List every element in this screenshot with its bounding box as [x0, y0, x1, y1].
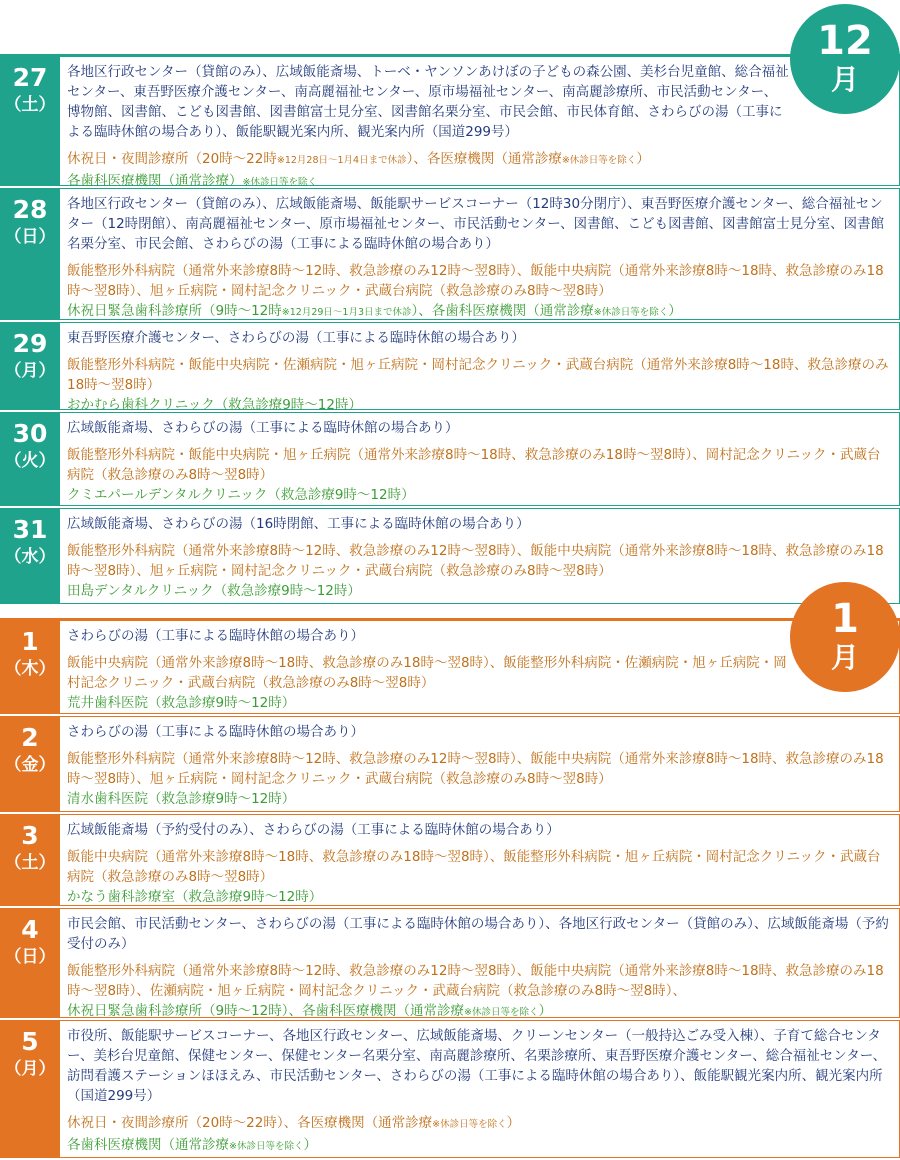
- day-number: 2: [21, 723, 39, 752]
- month-number: 1: [831, 596, 859, 642]
- date-cell: [0, 322, 60, 410]
- hospital-info: 飯能中央病院（通常外来診療8時～18時、救急診療のみ18時～翌8時）、飯能整形外科病院・佐瀬病院・旭ヶ丘病院・岡村記念クリニック・武蔵台病院（救急診療のみ8時～翌8時）: [67, 655, 787, 691]
- dental-info: かなう歯科診療室（救急診療9時～12時）: [67, 889, 323, 905]
- day-number: 3: [21, 821, 39, 850]
- date-cell: [0, 412, 60, 506]
- hospital-info: 休祝日・夜間診療所（20時～22時※12月28日～1月4日まで休診）、各医療機関（通常診療※休診日等を除く）: [67, 151, 650, 167]
- entry-content: [60, 412, 900, 506]
- dental-note: ※休診日等を除く: [229, 1141, 304, 1152]
- schedule-row-27: [0, 56, 900, 189]
- hospital-note-2: ※休診日等を除く: [561, 155, 637, 166]
- closed-facilities: さわらびの湯（工事による臨時休館の場合あり）: [67, 724, 364, 740]
- date-cell: [0, 1020, 60, 1158]
- schedule-row-4: [0, 908, 900, 1018]
- closed-facilities: 東吾野医療介護センター、さわらびの湯（工事による臨時休館の場合あり）: [67, 330, 525, 346]
- entry-content: [60, 1020, 900, 1158]
- dental-info: 荒井歯科医院（救急診療9時～12時）: [67, 695, 296, 711]
- dental-info: 各歯科医療機関（通常診療）※休診日等を除く: [67, 173, 317, 189]
- schedule-row-2: [0, 716, 900, 812]
- schedule-row-5: [0, 1020, 900, 1158]
- day-number: 31: [12, 515, 48, 544]
- entry-content: [60, 56, 900, 189]
- closed-facilities: 各地区行政センター（貸館のみ）、広域飯能斎場、トーベ・ヤンソンあけぼの子どもの森公園、美杉台児童館、総合福祉センター、東吾野医療介護センター、南高麗福祉センター、原市場福祉センター、南高麗診療所、市民活動センター、博物館、図書館、こども図書館、図書館富士見分室、図書館名栗分室、市民会館、市民体育館、さわらびの湯（工事による臨時休館の場合あり）、飯能駅観光案内所、観光案内所（国道299号）: [67, 64, 789, 140]
- hospital-info: 休祝日・夜間診療所（20時～22時）、各医療機関（通常診療※休診日等を除く）: [67, 1115, 521, 1131]
- entry-content: [60, 716, 900, 812]
- weekday: （日）: [4, 947, 56, 967]
- hospital-info: 飯能整形外科病院（通常外来診療8時～12時、救急診療のみ12時～翌8時）、飯能中央病院（通常外来診療8時～18時、救急診療のみ18時～翌8時）、旭ヶ丘病院・岡村記念クリニック・武蔵台病院（救急診療のみ8時～翌8時）: [67, 263, 884, 299]
- weekday: （土）: [4, 853, 56, 873]
- dental-note-2: ※休診日等を除く: [593, 307, 669, 318]
- weekday: （土）: [4, 95, 56, 115]
- schedule-row-29: [0, 322, 900, 413]
- hospital-info: 飯能整形外科病院（通常外来診療8時～12時、救急診療のみ12時～翌8時）、飯能中央病院（通常外来診療8時～18時、救急診療のみ18時～翌8時）、佐瀬病院・旭ヶ丘病院・岡村記念クリニック・武蔵台病院（救急診療のみ8時～翌8時）、: [67, 963, 884, 999]
- hospital-info: 飯能整形外科病院（通常外来診療8時～12時、救急診療のみ12時～翌8時）、飯能中央病院（通常外来診療8時～18時、救急診療のみ18時～翌8時）、旭ヶ丘病院・岡村記念クリニック・武蔵台病院（救急診療のみ8時～翌8時）: [67, 543, 884, 579]
- dental-note: ※休診日等を除く: [464, 1007, 539, 1018]
- entry-content: [60, 908, 900, 1018]
- date-cell: [0, 814, 60, 906]
- hospital-info: 飯能中央病院（通常外来診療8時～18時、救急診療のみ18時～翌8時）、飯能整形外科病院・旭ヶ丘病院・岡村記念クリニック・武蔵台病院（救急診療のみ8時～翌8時）: [67, 849, 881, 885]
- schedule-row-28: [0, 188, 900, 320]
- closed-facilities: 市役所、飯能駅サービスコーナー、各地区行政センター、広域飯能斎場、クリーンセンター（一般持込ごみ受入棟）、子育て総合センター、美杉台児童館、保健センター、保健センター名栗分室、南高麗診療所、名栗診療所、東吾野医療介護センター、総合福祉センター、訪問看護ステーションほほえみ、市民活動センター、さわらびの湯（工事による臨時休館の場合あり）、飯能駅観光案内所、観光案内所（国道299号）: [67, 1028, 887, 1104]
- schedule-row-1: [0, 620, 900, 714]
- month-unit: 月: [830, 641, 859, 674]
- hospital-note: ※12月28日～1月4日まで休診: [276, 155, 407, 166]
- weekday: （火）: [4, 451, 56, 471]
- closed-facilities: 広域飯能斎場、さわらびの湯（16時閉館、工事による臨時休館の場合あり）: [67, 516, 530, 532]
- closed-facilities: 市民会館、市民活動センター、さわらびの湯（工事による臨時休館の場合あり）、各地区行政センター（貸館のみ）、広域飯能斎場（予約受付のみ）: [67, 916, 889, 952]
- entry-content: [60, 508, 900, 604]
- entry-content: [60, 322, 900, 413]
- day-number: 30: [12, 419, 48, 448]
- dental-info: 休祝日緊急歯科診療所（9時～12時）、各歯科医療機関（通常診療※休診日等を除く）: [67, 1003, 552, 1019]
- weekday: （金）: [4, 755, 56, 775]
- entry-content: [60, 620, 900, 714]
- hospital-info: 飯能整形外科病院・飯能中央病院・旭ヶ丘病院（通常外来診療8時～18時、救急診療のみ18時～翌8時）、岡村記念クリニック・武蔵台病院（救急診療のみ8時～翌8時）: [67, 447, 881, 483]
- dental-info: 休祝日緊急歯科診療所（9時～12時※12月29日～1月3日まで休診）、各歯科医療機関（通常診療※休診日等を除く）: [67, 303, 682, 319]
- date-cell: [0, 620, 60, 714]
- hospital-note: ※休診日等を除く: [432, 1119, 507, 1130]
- entry-content: [60, 188, 900, 320]
- weekday: （水）: [4, 547, 56, 567]
- closed-facilities: さわらびの湯（工事による臨時休館の場合あり）: [67, 628, 364, 644]
- weekday: （木）: [4, 659, 56, 679]
- day-number: 5: [21, 1027, 39, 1056]
- schedule-row-30: [0, 412, 900, 506]
- month-unit: 月: [830, 63, 859, 96]
- date-cell: [0, 188, 60, 320]
- weekday: （月）: [4, 361, 56, 381]
- dental-info: おかむら歯科クリニック（救急診療9時～12時）: [67, 397, 362, 413]
- date-cell: [0, 908, 60, 1018]
- weekday: （日）: [4, 227, 56, 247]
- hospital-info: 飯能整形外科病院（通常外来診療8時～12時、救急診療のみ12時～翌8時）、飯能中央病院（通常外来診療8時～18時、救急診療のみ18時～翌8時）、旭ヶ丘病院・岡村記念クリニック・武蔵台病院（救急診療のみ8時～翌8時）: [67, 751, 884, 787]
- dental-info: 田島デンタルクリニック（救急診療9時～12時）: [67, 583, 361, 599]
- weekday: （月）: [4, 1059, 56, 1079]
- date-cell: [0, 56, 60, 186]
- dental-info: クミエパールデンタルクリニック（救急診療9時～12時）: [67, 487, 415, 503]
- month-badge-december: [790, 4, 900, 114]
- day-number: 4: [21, 915, 39, 944]
- closed-facilities: 広域飯能斎場、さわらびの湯（工事による臨時休館の場合あり）: [67, 420, 459, 436]
- month-badge-january: [790, 582, 900, 692]
- dental-info: 各歯科医療機関（通常診療※休診日等を除く）: [67, 1137, 317, 1153]
- hospital-info: 飯能整形外科病院・飯能中央病院・佐瀬病院・旭ヶ丘病院・岡村記念クリニック・武蔵台病院（通常外来診療8時～18時、救急診療のみ18時～翌8時）: [67, 357, 889, 393]
- day-number: 29: [12, 329, 48, 358]
- date-cell: [0, 508, 60, 604]
- dental-info: 清水歯科医院（救急診療9時～12時）: [67, 791, 296, 807]
- schedule-row-31: [0, 508, 900, 604]
- day-number: 1: [21, 627, 39, 656]
- closed-facilities: 広域飯能斎場（予約受付のみ）、さわらびの湯（工事による臨時休館の場合あり）: [67, 822, 560, 838]
- date-cell: [0, 716, 60, 812]
- month-number: 12: [817, 18, 873, 64]
- closed-facilities: 各地区行政センター（貸館のみ）、広域飯能斎場、飯能駅サービスコーナー（12時30分閉庁）、東吾野医療介護センター、総合福祉センター（12時閉館）、南高麗福祉センター、原市場福祉センター、市民活動センター、図書館、こども図書館、図書館富士見分室、図書館名栗分室、市民会館、さわらびの湯（工事による臨時休館の場合あり）: [67, 196, 885, 252]
- day-number: 27: [12, 63, 48, 92]
- dental-note: ※休診日等を除く: [242, 177, 317, 188]
- dental-note: ※12月29日～1月3日まで休診: [281, 307, 412, 318]
- schedule-row-3: [0, 814, 900, 906]
- entry-content: [60, 814, 900, 906]
- day-number: 28: [12, 195, 48, 224]
